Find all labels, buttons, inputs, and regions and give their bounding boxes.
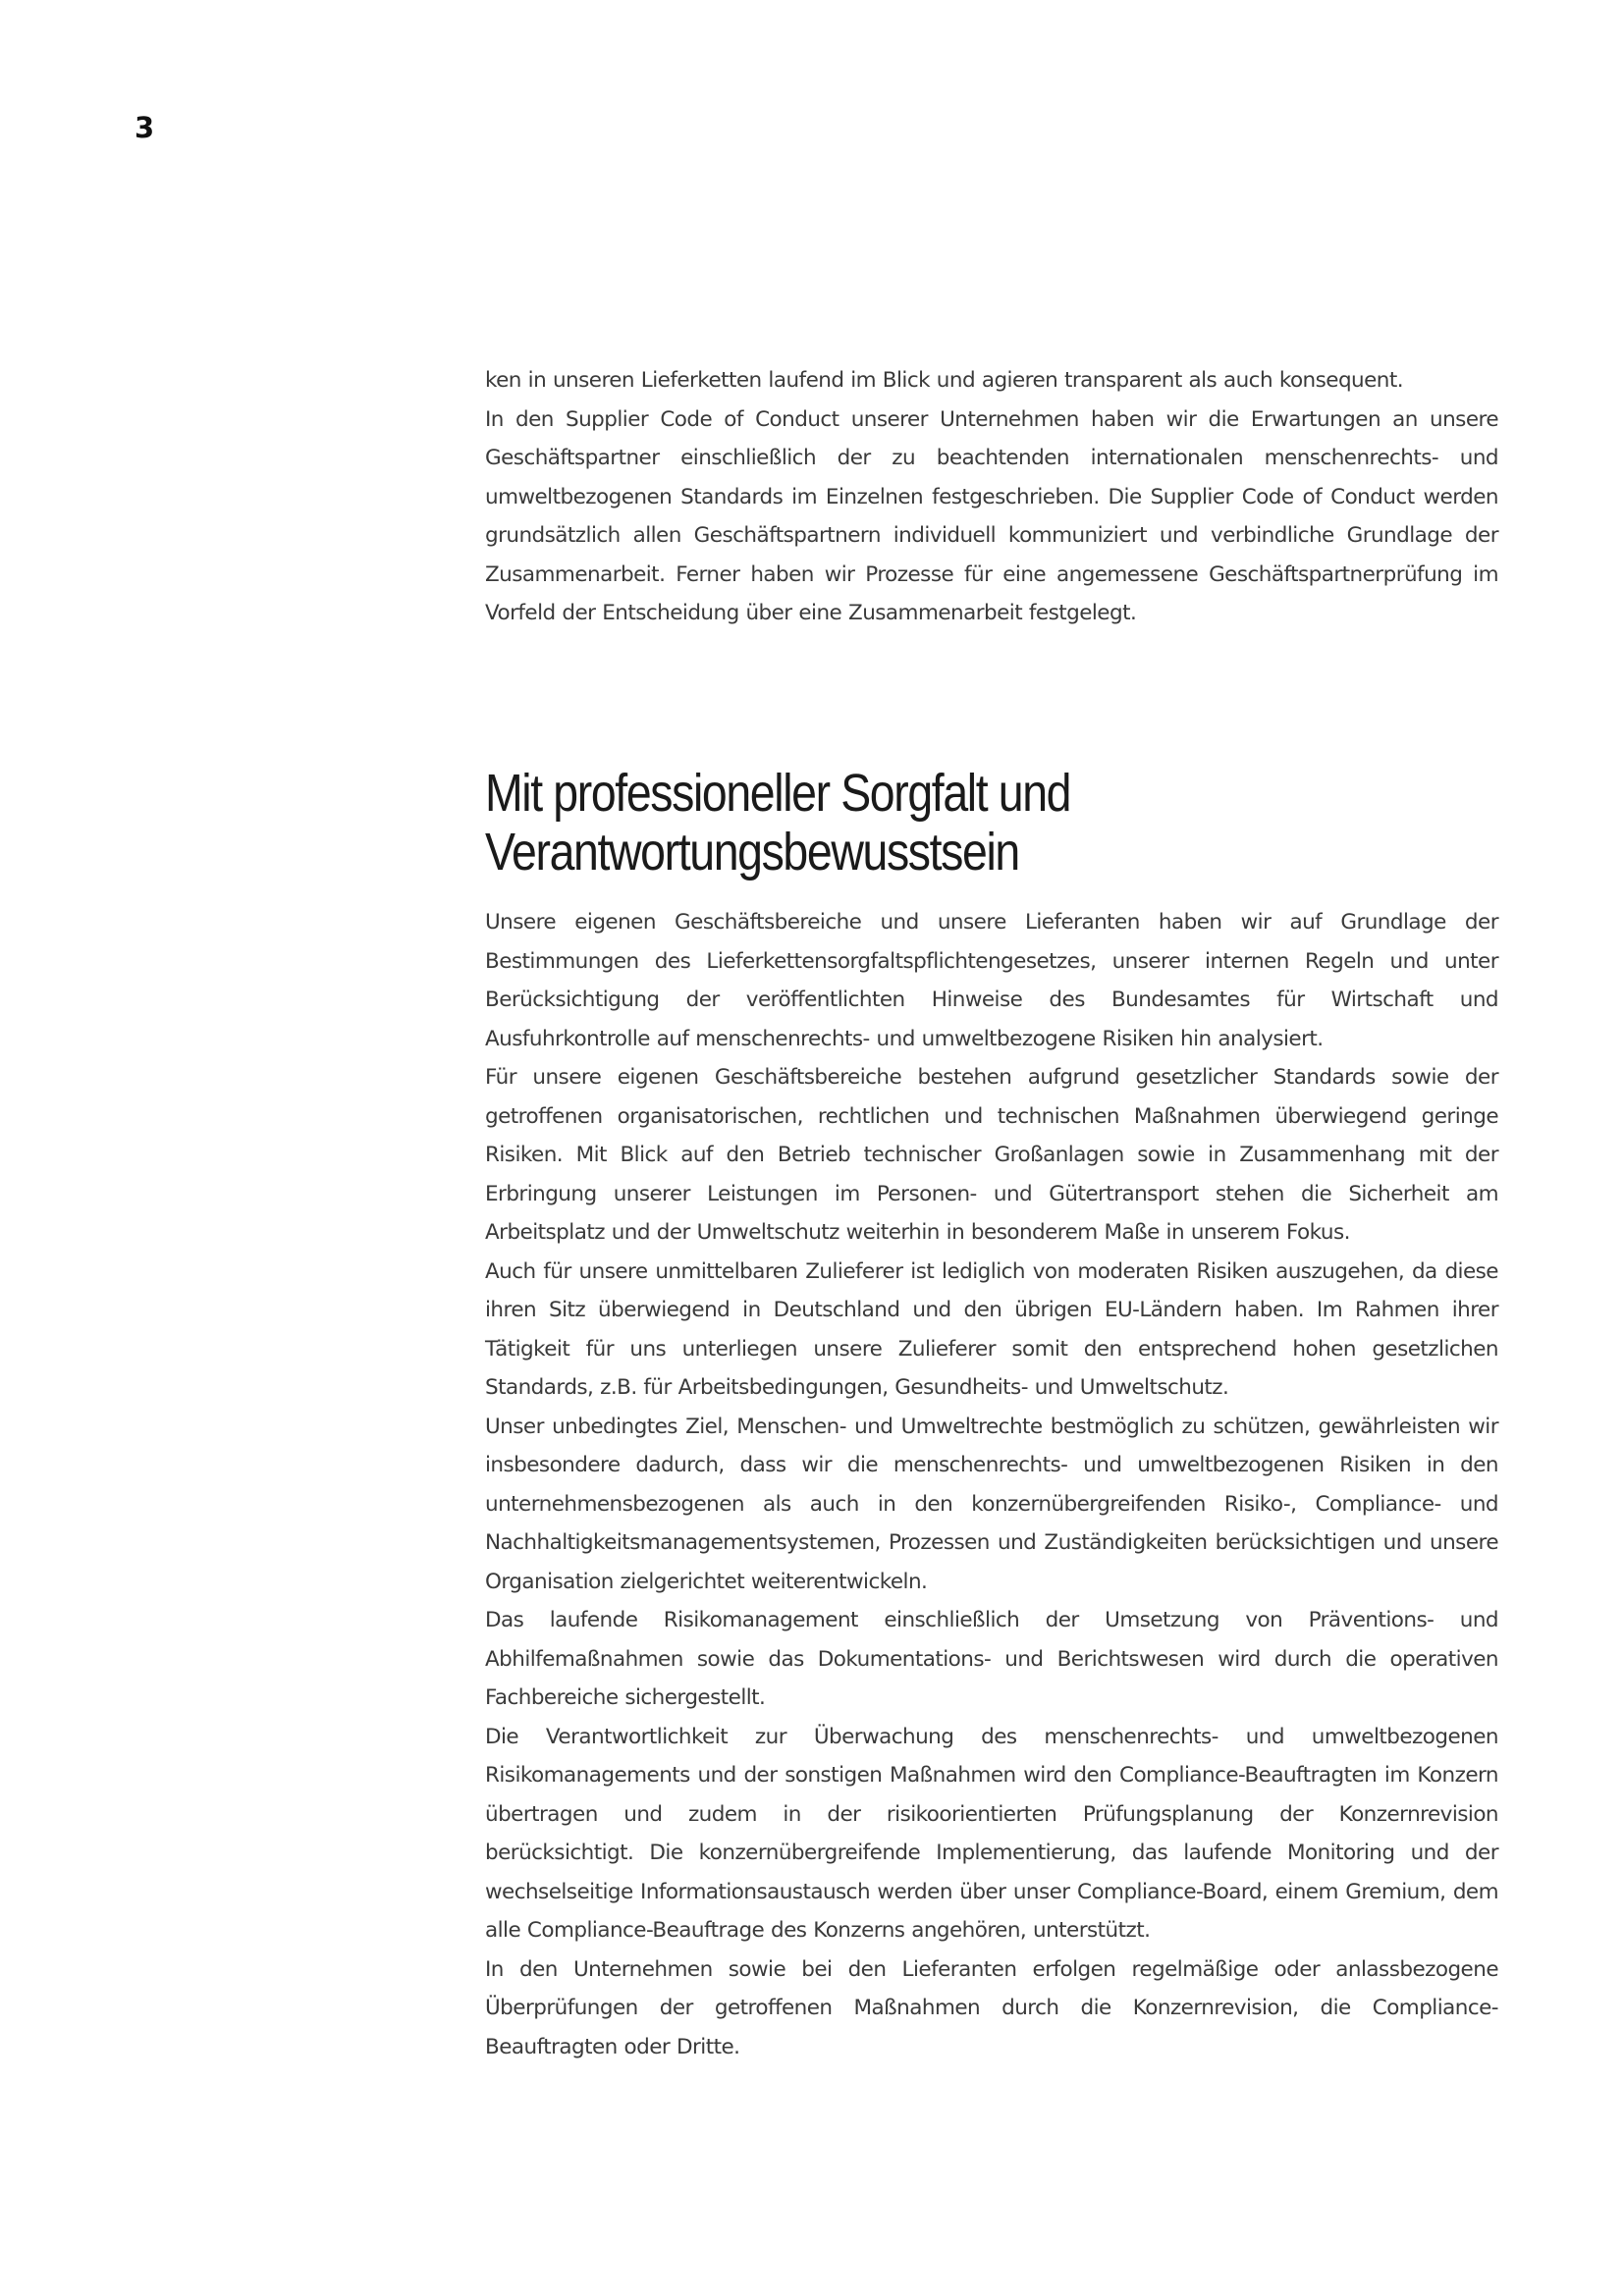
section-paragraph-1: Unsere eigenen Geschäftsbereiche und unsere Lieferanten haben wir auf Grundlage der Bestimmungen des Lieferkettensorgfaltspflichtengesetzes, unserer internen Regeln und unter Berücksichtigung der veröffentlichten Hinweise des Bundesamtes für Wirtschaft und Ausfuhrkontrolle auf menschenrechts- und umweltbezogene Risiken hin analysiert. <box>485 910 1498 1051</box>
section-paragraph-6: Die Verantwortlichkeit zur Überwachung des menschenrechts- und umweltbezogenen Risikomanagements und der sonstigen Maßnahmen wird den Compliance-Beauftragten im Konzern übertragen und zudem in der risikoorientierten Prüfungsplanung der Konzernrevision berücksichtigt. Die konzernübergreifende Implementierung, das laufende Monitoring und der wechselseitige Informationsaustausch werden über unser Compliance-Board, einem Gremium, dem alle Compliance-Beauftrage des Konzerns angehören, unterstützt. <box>485 1724 1498 1943</box>
section-heading-line-2: Verantwortungsbewusstsein <box>485 823 1019 881</box>
section-paragraph-4: Unser unbedingtes Ziel, Menschen- und Umweltrechte bestmöglich zu schützen, gewährleisten wir insbesondere dadurch, dass wir die menschenrechts- und umweltbezogenen Risiken in den unternehmensbezogenen als auch in den konzernübergreifenden Risiko-, Compliance- und Nachhaltigkeitsmanagementsystemen, Prozessen und Zuständigkeiten berücksichtigen und unsere Organisation zielgerichtet weiterentwickeln. <box>485 1414 1498 1594</box>
section-paragraph-2: Für unsere eigenen Geschäftsbereiche bestehen aufgrund gesetzlicher Standards sowie der getroffenen organisatorischen, rechtlichen und technischen Maßnahmen überwiegend geringe Risiken. Mit Blick auf den Betrieb technischer Großanlagen sowie in Zusammenhang mit der Erbringung unserer Leistungen im Personen- und Gütertransport stehen die Sicherheit am Arbeitsplatz und der Umweltschutz weiterhin in besonderem Maße in unserem Fokus. <box>485 1065 1498 1245</box>
section-heading <box>485 764 1504 881</box>
section-heading-line-1: Mit professioneller Sorgfalt und <box>485 764 1071 823</box>
section-paragraph-7: In den Unternehmen sowie bei den Lieferanten erfolgen regelmäßige oder anlassbezogene Überprüfungen der getroffenen Maßnahmen durch die Konzernrevision, die Compliance-Beauftragten oder Dritte. <box>485 1956 1498 2059</box>
intro-text-block <box>485 361 1498 633</box>
section-block <box>485 764 1498 2066</box>
section-paragraph-5: Das laufende Risikomanagement einschließlich der Umsetzung von Präventions- und Abhilfemaßnahmen sowie das Dokumentations- und Berichtswesen wird durch die operativen Fachbereiche sichergestellt. <box>485 1608 1498 1710</box>
section-paragraph-3: Auch für unsere unmittelbaren Zulieferer ist lediglich von moderaten Risiken auszugehen, da diese ihren Sitz überwiegend in Deutschland und den übrigen EU-Ländern haben. Im Rahmen ihrer Tätigkeit für uns unterliegen unsere Zulieferer somit den entsprechend hohen gesetzlichen Standards, z.B. für Arbeitsbedingungen, Gesundheits- und Umweltschutz. <box>485 1258 1498 1400</box>
page-number: 3 <box>135 111 155 144</box>
intro-paragraph-2: In den Supplier Code of Conduct unserer Unternehmen haben wir die Erwartungen an unsere Geschäftspartner einschließlich der zu beachtenden internationalen menschenrechts- und umweltbezogenen Standards im Einzelnen festgeschrieben. Die Supplier Code of Conduct werden grundsätzlich allen Geschäftspartnern individuell kommuniziert und verbindliche Grundlage der Zusammenarbeit. Ferner haben wir Prozesse für eine angemessene Geschäftspartnerprüfung im Vorfeld der Entscheidung über eine Zusammenarbeit festgelegt. <box>485 406 1498 625</box>
intro-paragraph-1: ken in unseren Lieferketten laufend im Blick und agieren transparent als auch konsequent. <box>485 368 1404 393</box>
